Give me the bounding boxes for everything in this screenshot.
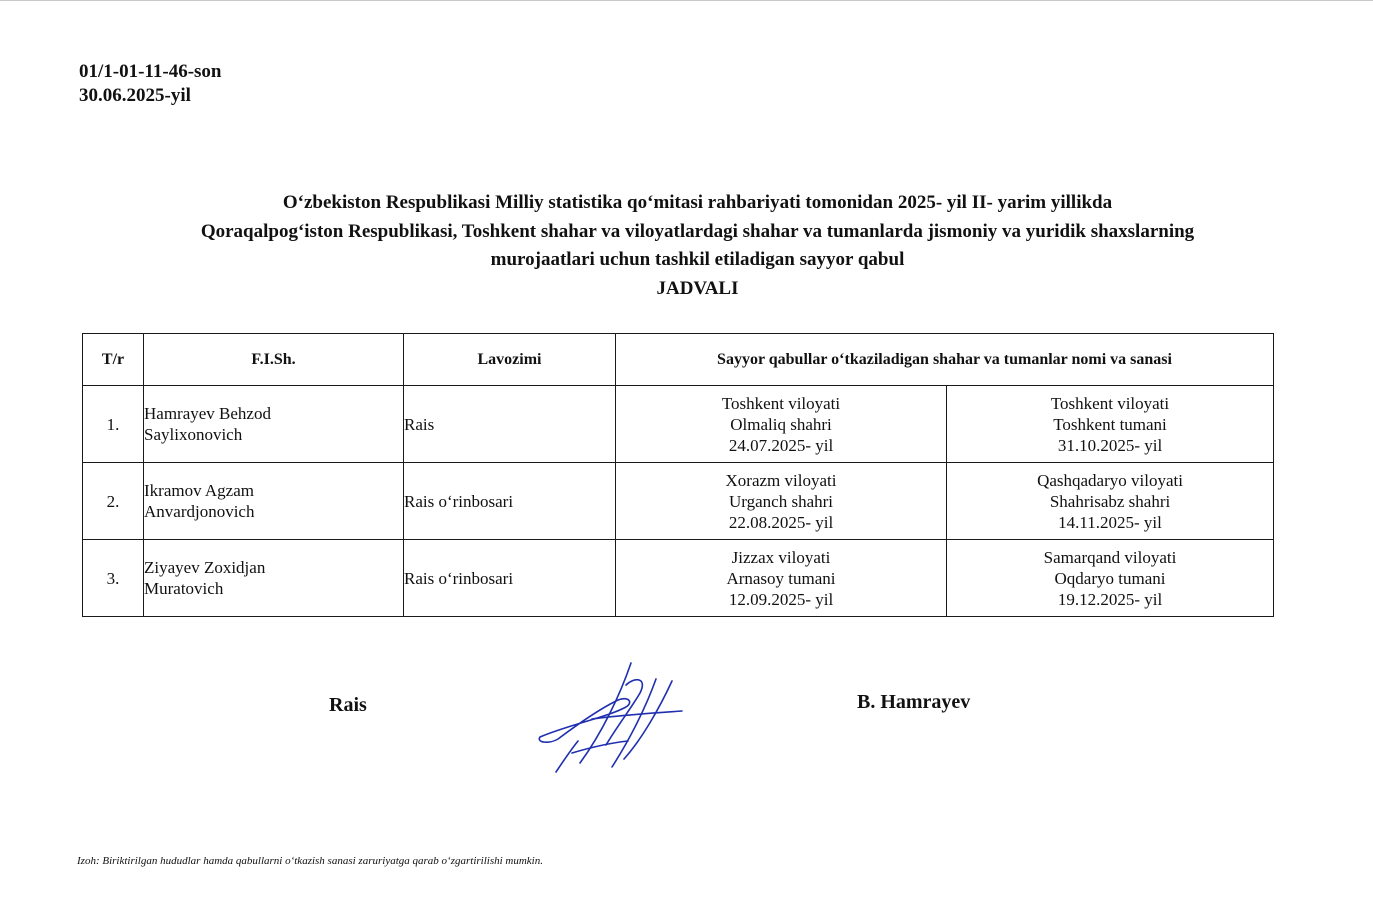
visit-place: Shahrisabz shahri [1049,491,1171,511]
person-name [144,386,404,463]
heading-title: JADVALI [656,277,739,299]
header-num: T/r [83,334,144,386]
header-position: Lavozimi [404,334,616,386]
document-date: 30.06.2025-yil [79,85,191,106]
visit-date: 14.11.2025- yil [1058,512,1162,532]
document-number: 01/1-01-11-46-son [79,61,222,82]
visit-date: 12.09.2025- yil [728,589,834,609]
visit-date: 22.08.2025- yil [728,512,834,532]
table-row [83,386,1274,463]
visit-place: Olmaliq shahri [730,414,832,434]
visit-cell [947,540,1274,617]
row-number: 3. [83,540,144,617]
person-position: Rais o‘rinbosari [404,463,616,540]
visit-region: Toshkent viloyati [1050,393,1170,413]
table-row [83,463,1274,540]
visit-place: Toshkent tumani [1053,414,1167,434]
name-line: Muratovich [144,579,224,598]
visit-place: Urganch shahri [728,491,834,511]
visit-region: Toshkent viloyati [721,393,841,413]
reception-schedule-table [82,333,1274,617]
visit-date: 31.10.2025- yil [1057,435,1163,455]
person-position: Rais o‘rinbosari [404,540,616,617]
signatory-name: B. Hamrayev [857,691,971,713]
name-line: Anvardjonovich [144,502,255,521]
page-top-edge [0,0,1373,1]
name-line: Ikramov Agzam [144,481,254,500]
visit-cell [616,463,947,540]
footnote: Izoh: Biriktirilgan hududlar hamda qabullarni o‘tkazish sanasi zaruriyatga qarab o‘zgartirilishi mumkin. [77,855,543,867]
name-line: Hamrayev Behzod [144,404,271,423]
visit-place: Oqdaryo tumani [1054,568,1166,588]
name-line: Ziyayev Zoxidjan [144,558,266,577]
visit-cell [616,386,947,463]
person-position: Rais [404,386,616,463]
signatory-title: Rais [329,694,367,716]
visit-cell [947,463,1274,540]
visit-date: 24.07.2025- yil [728,435,834,455]
document-heading [90,189,1305,303]
visit-place: Arnasoy tumani [726,568,836,588]
handwritten-signature [530,655,690,780]
document-reference [79,60,222,108]
visit-cell [947,386,1274,463]
person-name [144,540,404,617]
visit-cell [616,540,947,617]
visit-date: 19.12.2025- yil [1057,589,1163,609]
name-line: Saylixonovich [144,425,243,444]
heading-line-2: Qoraqalpog‘iston Respublikasi, Toshkent shahar va viloyatlardagi shahar va tumanlarda jismoniy va yuridik shaxslarning [200,220,1195,242]
table-header-row [83,334,1274,386]
table-row [83,540,1274,617]
visit-region: Qashqadaryo viloyati [1037,470,1183,490]
header-name: F.I.Sh. [144,334,404,386]
header-visits: Sayyor qabullar o‘tkaziladigan shahar va tumanlar nomi va sanasi [616,334,1274,386]
visit-region: Jizzax viloyati [731,547,831,567]
heading-line-3: murojaatlari uchun tashkil etiladigan sayyor qabul [490,249,905,270]
visit-region: Xorazm viloyati [725,470,837,490]
row-number: 1. [83,386,144,463]
visit-region: Samarqand viloyati [1043,547,1177,567]
heading-line-1: O‘zbekiston Respublikasi Milliy statistika qo‘mitasi rahbariyati tomonidan 2025- yil II- yarim yillikda [282,192,1113,213]
row-number: 2. [83,463,144,540]
person-name [144,463,404,540]
